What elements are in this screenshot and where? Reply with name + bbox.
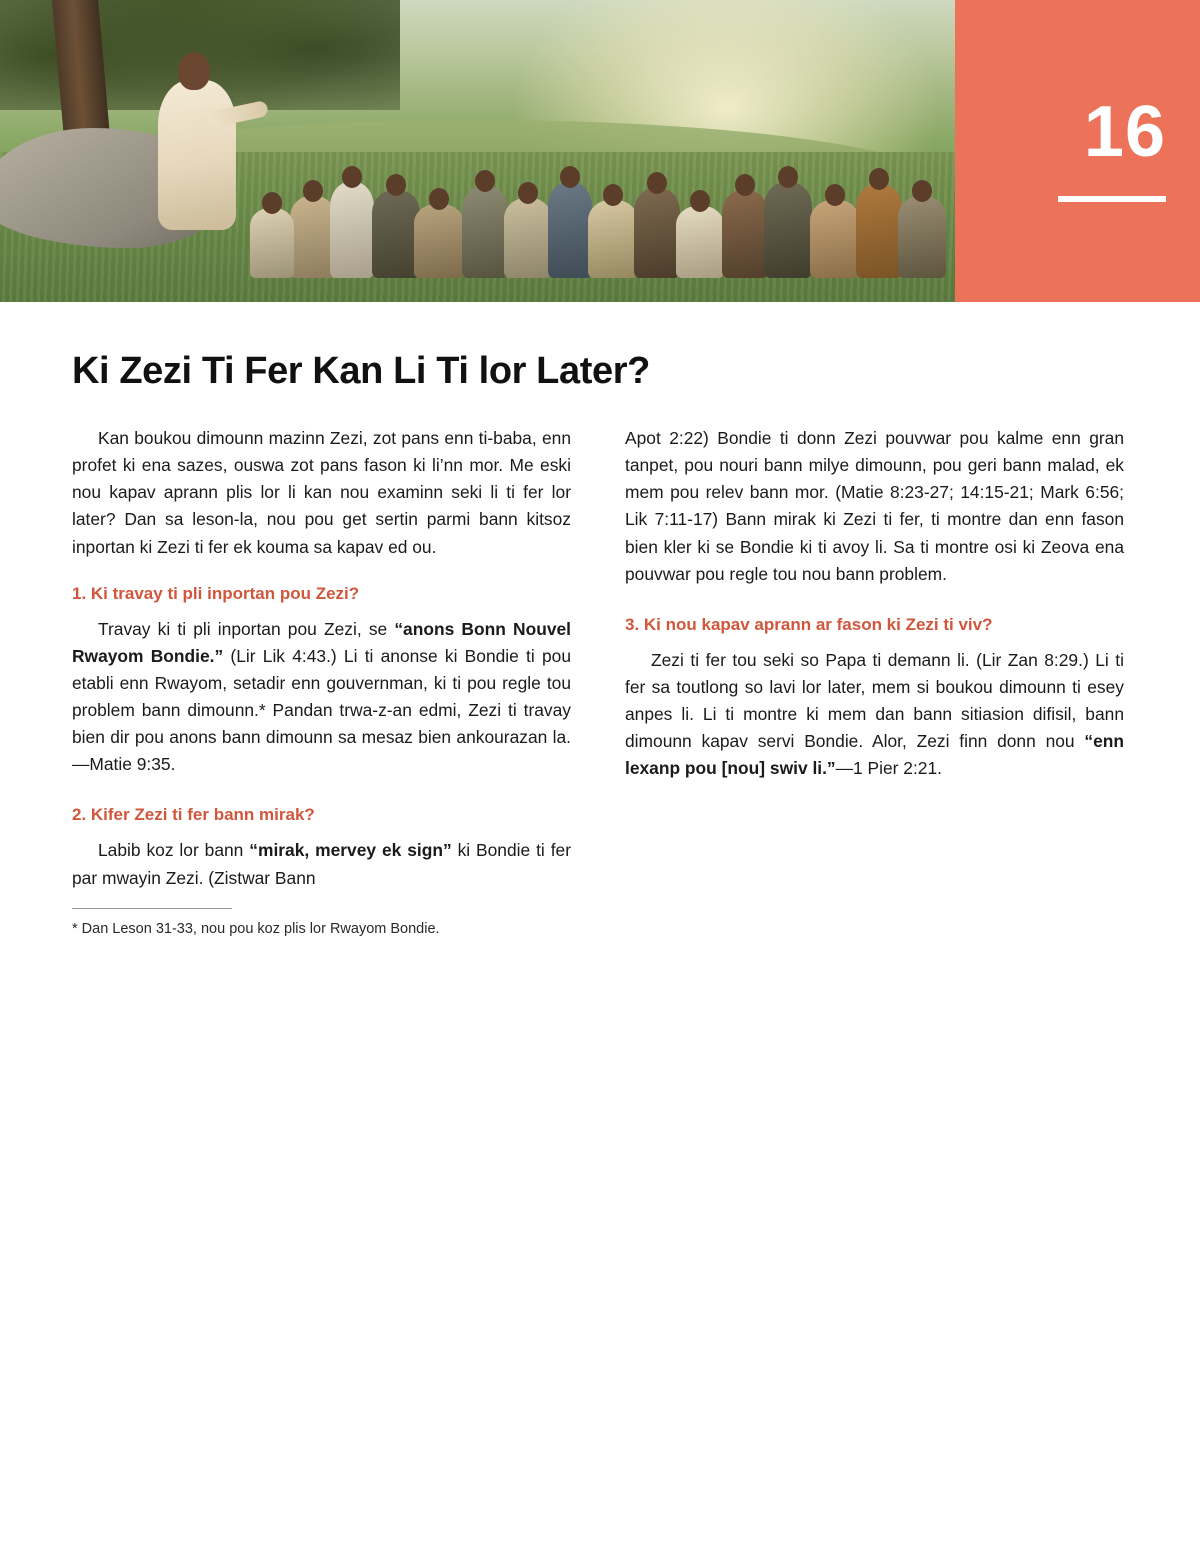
footnote-divider	[72, 908, 232, 909]
crowd-person	[250, 208, 294, 278]
answer-3-part-0: Zezi ti fer tou seki so Papa ti demann li. (Lir Zan 8:29.) Li ti fer sa toutlong so lavi lor later, mem si boukou dimounn ti esey anpes li. Li ti montre ki mem dan bann sitiasion difisil, bann dimounn kapav servi Bondie. Alor, Zezi finn donn nou	[625, 649, 1124, 752]
lesson-number-underline	[1058, 196, 1166, 202]
crowd-person	[462, 186, 508, 278]
answer-3-part-2: —1 Pier 2:21.	[835, 758, 942, 779]
crowd-person	[414, 204, 464, 278]
lesson-number: 16	[1083, 92, 1166, 172]
answer-1-part-0: Travay ki ti pli inportan pou Zezi, se	[98, 618, 395, 639]
answer-2-part-0: Labib koz lor bann	[98, 840, 250, 861]
answer-paragraph-2-continued	[625, 425, 1124, 588]
crowd-person	[588, 200, 638, 278]
two-column-layout	[72, 425, 1128, 940]
hero-illustration	[0, 0, 955, 302]
crowd-person	[372, 190, 420, 278]
crowd-group	[0, 88, 955, 278]
answer-2-part-1: “mirak, mervey ek sign”	[249, 840, 452, 861]
crowd-person	[856, 184, 902, 278]
page-body	[0, 350, 1200, 940]
question-heading-2: 2. Kifer Zezi ti fer bann mirak?	[72, 805, 315, 825]
answer-paragraph-2	[72, 837, 571, 891]
answer-2-part-2: ki Bondie ti fer par mwayin Zezi. (Zistwar Bann	[72, 840, 571, 888]
answer-paragraph-1	[72, 616, 571, 779]
page-title: Ki Zezi Ti Fer Kan Li Ti lor Later?	[72, 350, 650, 392]
answer-paragraph-3	[625, 647, 1124, 783]
crowd-person	[722, 190, 768, 278]
answer-3-part-1: “enn lexanp pou [nou] swiv li.”	[625, 731, 1124, 779]
right-column	[625, 425, 1124, 796]
intro-paragraph: Kan boukou dimounn mazinn Zezi, zot pans enn ti-baba, enn profet ki ena sazes, ouswa zot pans fason ki li’nn mor. Me eski nou kapav aprann plis lor li kan nou examinn seki li ti fer lor later? Dan sa leson-la, nou pou get sertin parmi bann kitsoz inportan ki Zezi ti fer ek kouma sa kapav ed ou.	[72, 428, 571, 557]
answer-2-cont-text: Apot 2:22) Bondie ti donn Zezi pouvwar pou kalme enn gran tanpet, pou nouri bann milye dimounn, pou geri bann malad, ek mem pou relev bann mor. (Matie 8:23-27; 14:15-21; Mark 6:56; Lik 7:11-17) Bann mirak ki Zezi ti fer, ti montre dan enn fason bien kler ki se Bondie ki ti avoy li. Sa ti montre osi ki Zeova ena pouvwar pou regle tou nou bann problem.	[625, 428, 1124, 584]
question-heading-3: 3. Ki nou kapav aprann ar fason ki Zezi ti viv?	[625, 614, 993, 634]
crowd-person	[330, 182, 374, 278]
crowd-person	[676, 206, 724, 278]
answer-1-part-2: (Lir Lik 4:43.) Li ti anonse ki Bondie ti pou etabli enn Rwayom, setadir enn gouvernman, ki ti pou regle tou problem bann dimounn.* Pandan trwa-z-an edmi, Zezi ti travay bien dir pou anons bann dimounn sa mesaz bien ankourazan la.—Matie 9:35.	[72, 645, 571, 775]
crowd-person	[504, 198, 552, 278]
crowd-person	[898, 196, 946, 278]
answer-1-part-1: “anons Bonn Nouvel Rwayom Bondie.”	[72, 618, 571, 666]
crowd-person	[548, 182, 592, 278]
question-heading-1: 1. Ki travay ti pli inportan pou Zezi?	[72, 583, 360, 603]
crowd-person	[810, 200, 860, 278]
crowd-person	[634, 188, 680, 278]
crowd-person	[764, 182, 812, 278]
jesus-head	[178, 52, 210, 90]
footnote-text: * Dan Leson 31-33, nou pou koz plis lor Rwayom Bondie.	[72, 920, 440, 937]
lesson-number-block	[955, 0, 1200, 302]
page-header	[0, 0, 1200, 302]
left-column	[72, 425, 571, 940]
